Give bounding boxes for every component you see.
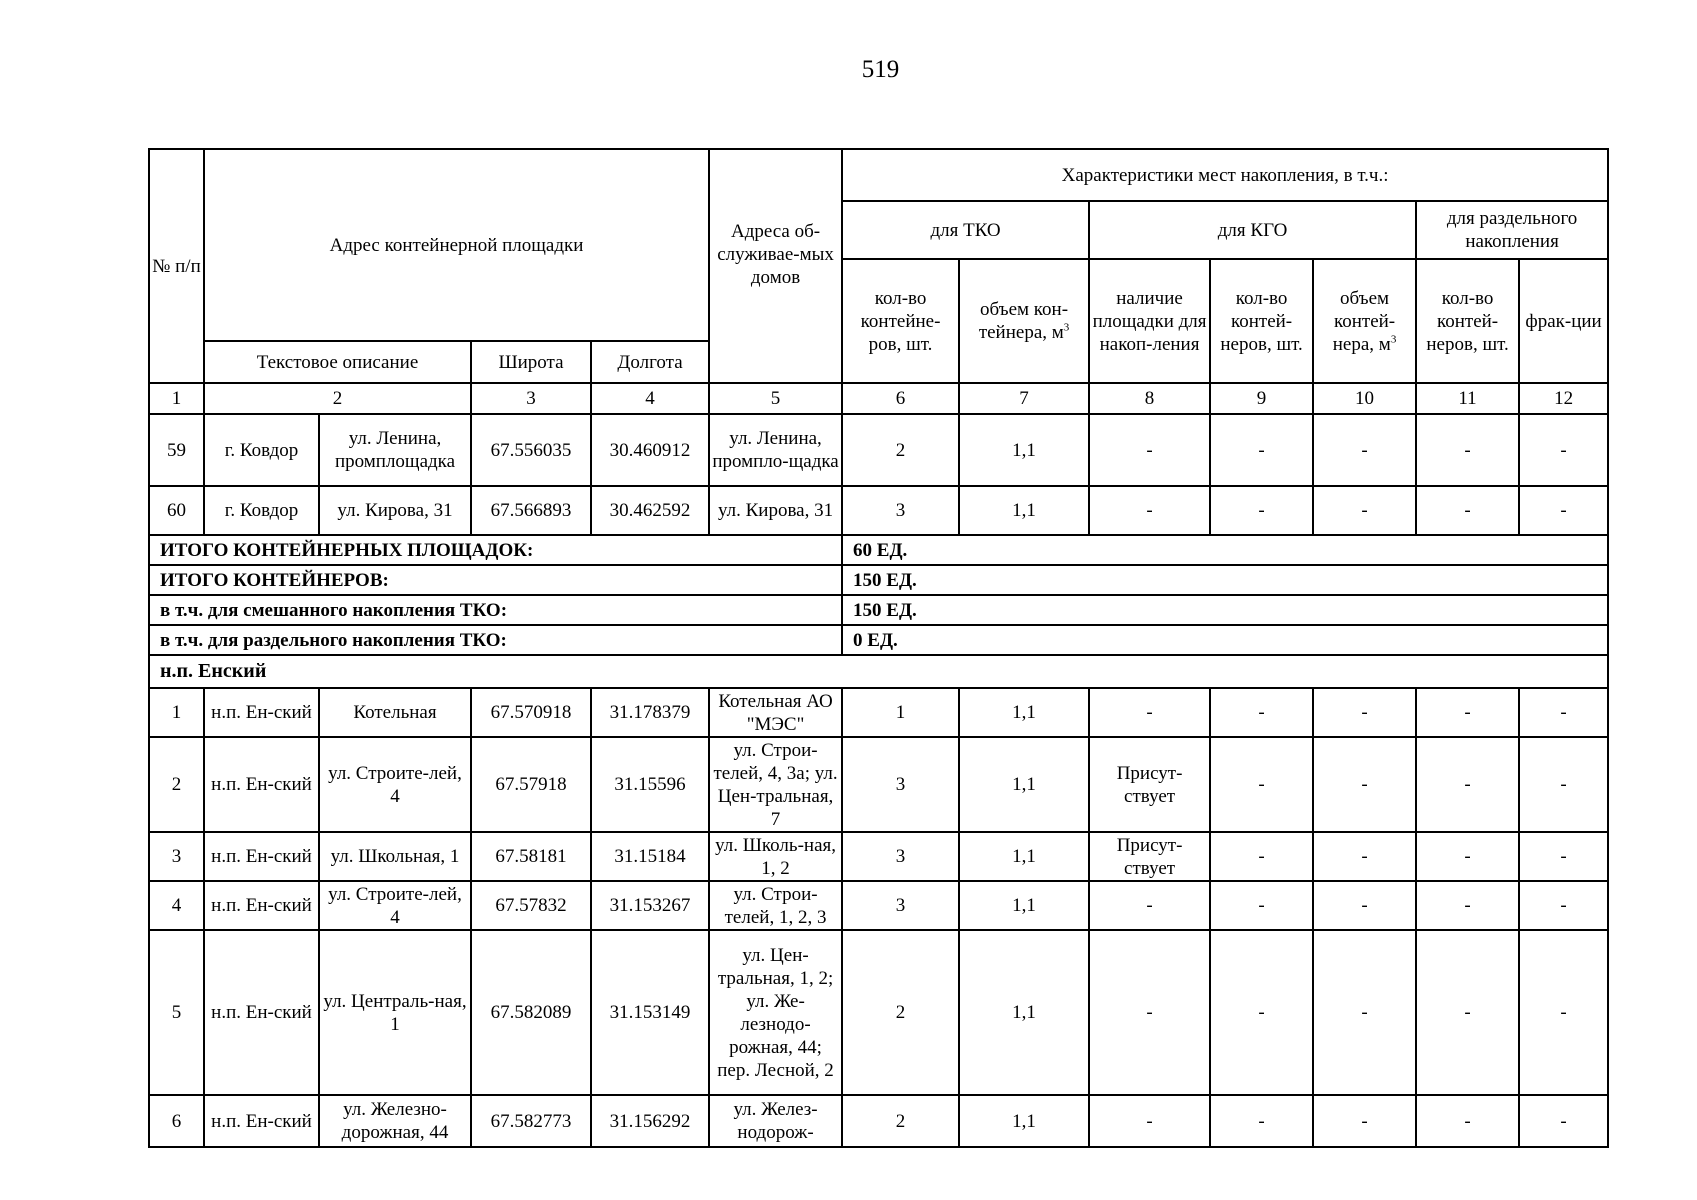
row-tko-volume: 1,1: [959, 881, 1089, 930]
row-served-houses: ул. Школь-ная, 1, 2: [709, 832, 842, 881]
row-locality: н.п. Ен-ский: [204, 930, 319, 1095]
row-kgo-count: -: [1210, 688, 1313, 737]
row-tko-volume: 1,1: [959, 832, 1089, 881]
total-row: [149, 565, 1608, 595]
table-row: [149, 486, 1608, 535]
row-locality: н.п. Ен-ский: [204, 737, 319, 832]
row-kgo-site: -: [1089, 930, 1210, 1095]
row-served-houses: Котельная АО "МЭС": [709, 688, 842, 737]
total-value: 60 ЕД.: [842, 535, 1608, 565]
totals-rows: [149, 535, 1608, 655]
total-label: в т.ч. для раздельного накопления ТКО:: [149, 625, 842, 655]
column-number: 7: [959, 383, 1089, 414]
header-address: Адрес контейнерной площадки: [204, 149, 709, 341]
table-row: [149, 1095, 1608, 1147]
row-separate-fractions: -: [1519, 486, 1608, 535]
total-row: [149, 595, 1608, 625]
row-number: 6: [149, 1095, 204, 1147]
row-served-houses: ул. Ленина, промпло-щадка: [709, 414, 842, 486]
row-locality: г. Ковдор: [204, 414, 319, 486]
row-latitude: 67.57918: [471, 737, 591, 832]
kovdor-rows: [149, 414, 1608, 535]
row-street: ул. Строите-лей, 4: [319, 881, 471, 930]
row-kgo-site: -: [1089, 1095, 1210, 1147]
total-row: [149, 625, 1608, 655]
row-longitude: 31.178379: [591, 688, 709, 737]
row-latitude: 67.582773: [471, 1095, 591, 1147]
row-tko-volume: 1,1: [959, 486, 1089, 535]
column-number: 11: [1416, 383, 1519, 414]
row-kgo-count: -: [1210, 930, 1313, 1095]
row-kgo-count: -: [1210, 881, 1313, 930]
row-tko-volume: 1,1: [959, 930, 1089, 1095]
header-kgo: для КГО: [1089, 201, 1416, 259]
column-number: 3: [471, 383, 591, 414]
row-separate-count: -: [1416, 737, 1519, 832]
row-separate-fractions: -: [1519, 414, 1608, 486]
row-longitude: 30.460912: [591, 414, 709, 486]
header-number: № п/п: [149, 149, 204, 383]
header-kgo-site: наличие площадки для накоп-ления: [1089, 259, 1210, 383]
total-value: 0 ЕД.: [842, 625, 1608, 655]
row-number: 60: [149, 486, 204, 535]
row-latitude: 67.566893: [471, 486, 591, 535]
row-separate-count: -: [1416, 1095, 1519, 1147]
row-tko-count: 2: [842, 1095, 959, 1147]
header-text-description: Текстовое описание: [204, 341, 471, 383]
row-separate-fractions: -: [1519, 930, 1608, 1095]
row-tko-volume: 1,1: [959, 737, 1089, 832]
row-street: ул. Железно-дорожная, 44: [319, 1095, 471, 1147]
row-kgo-volume: -: [1313, 881, 1416, 930]
row-separate-count: -: [1416, 930, 1519, 1095]
header-latitude: Широта: [471, 341, 591, 383]
row-number: 3: [149, 832, 204, 881]
row-kgo-volume: -: [1313, 1095, 1416, 1147]
table-row: [149, 688, 1608, 737]
row-kgo-site: Присут-ствует: [1089, 737, 1210, 832]
row-street: ул. Школьная, 1: [319, 832, 471, 881]
row-separate-fractions: -: [1519, 737, 1608, 832]
column-number: 2: [204, 383, 471, 414]
row-tko-count: 3: [842, 486, 959, 535]
row-street: ул. Ленина, промплощадка: [319, 414, 471, 486]
row-separate-count: -: [1416, 832, 1519, 881]
total-value: 150 ЕД.: [842, 595, 1608, 625]
header-served-houses: Адреса об-служивае-мых домов: [709, 149, 842, 383]
header-separate-fractions: фрак-ции: [1519, 259, 1608, 383]
header-tko-count: кол-во контейне-ров, шт.: [842, 259, 959, 383]
row-served-houses: ул. Желез-нодорож-: [709, 1095, 842, 1147]
header-separate-count: кол-во контей-неров, шт.: [1416, 259, 1519, 383]
column-number: 6: [842, 383, 959, 414]
row-kgo-volume: -: [1313, 414, 1416, 486]
row-kgo-count: -: [1210, 414, 1313, 486]
row-number: 5: [149, 930, 204, 1095]
row-kgo-site: -: [1089, 688, 1210, 737]
row-kgo-site: -: [1089, 486, 1210, 535]
row-kgo-volume: -: [1313, 832, 1416, 881]
row-longitude: 31.15184: [591, 832, 709, 881]
row-tko-volume: 1,1: [959, 1095, 1089, 1147]
column-number: 12: [1519, 383, 1608, 414]
row-kgo-volume: -: [1313, 486, 1416, 535]
table-row: [149, 414, 1608, 486]
column-number: 9: [1210, 383, 1313, 414]
row-locality: н.п. Ен-ский: [204, 688, 319, 737]
row-served-houses: ул. Цен-тральная, 1, 2; ул. Же-лезнодо-рожная, 44; пер. Лесной, 2: [709, 930, 842, 1095]
row-locality: н.п. Ен-ский: [204, 1095, 319, 1147]
row-tko-volume: 1,1: [959, 688, 1089, 737]
row-latitude: 67.570918: [471, 688, 591, 737]
header-kgo-count: кол-во контей-неров, шт.: [1210, 259, 1313, 383]
header-characteristics: Характеристики мест накопления, в т.ч.:: [842, 149, 1608, 201]
total-label: ИТОГО КОНТЕЙНЕРОВ:: [149, 565, 842, 595]
row-latitude: 67.57832: [471, 881, 591, 930]
table-row: [149, 881, 1608, 930]
row-kgo-site: Присут-ствует: [1089, 832, 1210, 881]
row-number: 59: [149, 414, 204, 486]
row-street: ул. Централь-ная, 1: [319, 930, 471, 1095]
row-number: 1: [149, 688, 204, 737]
row-number: 4: [149, 881, 204, 930]
row-separate-fractions: -: [1519, 832, 1608, 881]
row-street: ул. Кирова, 31: [319, 486, 471, 535]
row-locality: н.п. Ен-ский: [204, 881, 319, 930]
row-kgo-site: -: [1089, 414, 1210, 486]
row-latitude: 67.58181: [471, 832, 591, 881]
column-number-row: [149, 383, 1608, 414]
table-row: [149, 832, 1608, 881]
header-tko-volume: объем кон-тейнера, $м^3$: [959, 259, 1089, 383]
header-tko: для ТКО: [842, 201, 1089, 259]
row-separate-fractions: -: [1519, 881, 1608, 930]
row-longitude: 31.153149: [591, 930, 709, 1095]
row-separate-count: -: [1416, 688, 1519, 737]
row-locality: г. Ковдор: [204, 486, 319, 535]
row-separate-fractions: -: [1519, 688, 1608, 737]
header-longitude: Долгота: [591, 341, 709, 383]
column-number: 4: [591, 383, 709, 414]
total-label: в т.ч. для смешанного накопления ТКО:: [149, 595, 842, 625]
row-locality: н.п. Ен-ский: [204, 832, 319, 881]
row-tko-count: 1: [842, 688, 959, 737]
column-number: 8: [1089, 383, 1210, 414]
total-value: 150 ЕД.: [842, 565, 1608, 595]
row-latitude: 67.582089: [471, 930, 591, 1095]
column-number: 5: [709, 383, 842, 414]
row-tko-count: 3: [842, 881, 959, 930]
row-separate-count: -: [1416, 486, 1519, 535]
total-label: ИТОГО КОНТЕЙНЕРНЫХ ПЛОЩАДОК:: [149, 535, 842, 565]
total-row: [149, 535, 1608, 565]
page-number: 519: [861, 56, 900, 83]
row-separate-count: -: [1416, 881, 1519, 930]
row-street: Котельная: [319, 688, 471, 737]
row-served-houses: ул. Строи-телей, 1, 2, 3: [709, 881, 842, 930]
row-longitude: 30.462592: [591, 486, 709, 535]
row-number: 2: [149, 737, 204, 832]
enskiy-rows: [149, 688, 1608, 1147]
row-kgo-volume: -: [1313, 930, 1416, 1095]
row-kgo-volume: -: [1313, 737, 1416, 832]
row-tko-count: 3: [842, 737, 959, 832]
row-kgo-volume: -: [1313, 688, 1416, 737]
container-sites-table: [148, 148, 1609, 1148]
row-street: ул. Строите-лей, 4: [319, 737, 471, 832]
table-row: [149, 930, 1608, 1095]
row-longitude: 31.15596: [591, 737, 709, 832]
column-number: 1: [149, 383, 204, 414]
column-number: 10: [1313, 383, 1416, 414]
row-kgo-count: -: [1210, 832, 1313, 881]
row-longitude: 31.156292: [591, 1095, 709, 1147]
row-kgo-site: -: [1089, 881, 1210, 930]
row-tko-count: 3: [842, 832, 959, 881]
row-tko-volume: 1,1: [959, 414, 1089, 486]
row-kgo-count: -: [1210, 737, 1313, 832]
row-separate-count: -: [1416, 414, 1519, 486]
table-row: [149, 737, 1608, 832]
row-kgo-count: -: [1210, 1095, 1313, 1147]
row-kgo-count: -: [1210, 486, 1313, 535]
row-tko-count: 2: [842, 930, 959, 1095]
row-latitude: 67.556035: [471, 414, 591, 486]
header-separate: для раздельного накопления: [1416, 201, 1608, 259]
row-longitude: 31.153267: [591, 881, 709, 930]
row-served-houses: ул. Строи-телей, 4, 3а; ул. Цен-тральная, 7: [709, 737, 842, 832]
section-title: н.п. Енский: [149, 655, 1608, 688]
row-tko-count: 2: [842, 414, 959, 486]
row-separate-fractions: -: [1519, 1095, 1608, 1147]
header-kgo-volume: объем контей-нера, $м^3$: [1313, 259, 1416, 383]
row-served-houses: ул. Кирова, 31: [709, 486, 842, 535]
